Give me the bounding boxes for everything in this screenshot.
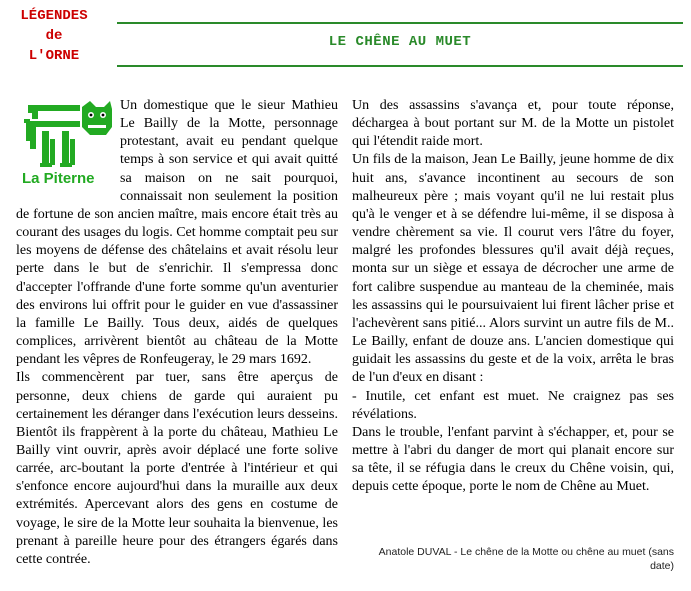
- source-credit: Anatole DUVAL - Le chêne de la Motte ou chêne au muet (sans date): [378, 546, 674, 572]
- right-column: [352, 97, 674, 496]
- piterne-logo: [20, 97, 116, 189]
- left-paragraph-2: Ils commencèrent par tuer, sans être aperçus de personne, deux chiens de garde qui auraient pu certainement les déranger dans l'exécution leurs desseins. Bientôt ils frappèrent à la porte du château, Mathieu Le Bailly vint ouvrir, après avoir déplacé une forte solive carrée, arc-boutant la porte d'entrée à l'intérieur et qui s'enfonce encore aujourd'hui dans la muraille aux deux extrémités. Apercevant alors des gens en costume de voyage, le sire de la Motte leur souhaita la bienvenue, les prenant à pareille heure pour des étrangers égarés dans cette contrée.: [16, 370, 338, 567]
- series-line-1: LÉGENDES: [20, 8, 88, 24]
- series-line-3: L'ORNE: [28, 48, 80, 64]
- series-line-2: de: [45, 28, 63, 44]
- page-title: LE CHÊNE AU MUET: [328, 34, 472, 50]
- right-paragraph-2: Un fils de la maison, Jean Le Bailly, jeune homme de dix huit ans, s'avance incontinent au secours de son malheureux père ; mais voyant qu'il ne lui restait plus qu'à le venger et à se défendre lui-même, il se disposa à vendre chèrement sa vie. Il courut vers l'âtre du foyer, malgré les profondes blessures qu'il avait déjà reçues, monta sur un siège et essaya de décrocher une arme de fort calibre suspendue au manteau de la cheminée, mais les assassins qui le poursuivaient lui firent lâcher prise et l'achevèrent sans pitié... Alors survint un autre fils de M.. Le Bailly, enfant de douze ans. L'ancien domestique qui guidait les assassins du geste et de la voix, arrêta le bras de l'un d'eux en disant :: [352, 152, 674, 386]
- bottom-rule: [117, 65, 683, 67]
- right-paragraph-3: - Inutile, cet enfant est muet. Ne craignez pas ses révélations.: [352, 388, 674, 422]
- left-column: [16, 97, 338, 569]
- left-paragraph-1: Un domestique que le sieur Mathieu Le Bailly de la Motte, personnage protestant, avait eu pendant quelque temps à son service et qui avait quitté sa maison on ne sait pourquoi, connaissait non seulement la position de fortune de son ancien maître, mais encore était très au courant des usages du logis. Cet homme comptait peu sur les moyens de défense des châtelains et avait résolu leur perte dans le but de s'enrichir. Il s'empressa donc d'accepter l'offrande d'une forte somme qu'un aventurier des environs lui offrit pour le guider en vue d'assassiner la famille Le Bailly. Tous deux, aidés de quelques complices, arrivèrent bientôt au château de la Motte pendant les vêpres de Ronfeugeray, le 29 mars 1692.: [16, 98, 338, 368]
- right-paragraph-1: Un des assassins s'avança et, pour toute réponse, déchargea à bout portant sur M. de la Motte un pistolet qui l'étendit raide mort.: [352, 98, 674, 150]
- piterne-beast-icon: [20, 97, 116, 189]
- logo-text: La Piterne: [22, 170, 95, 187]
- right-paragraph-4: Dans le trouble, l'enfant parvint à s'échapper, et, pour se mettre à l'abri du danger de mort qui planait encore sur sa tête, il se réfugia dans le creux du Chêne voisin, qui, depuis cette époque, porte le nom de Chêne au Muet.: [352, 424, 674, 495]
- series-title: [4, 6, 104, 66]
- top-rule: [117, 22, 683, 24]
